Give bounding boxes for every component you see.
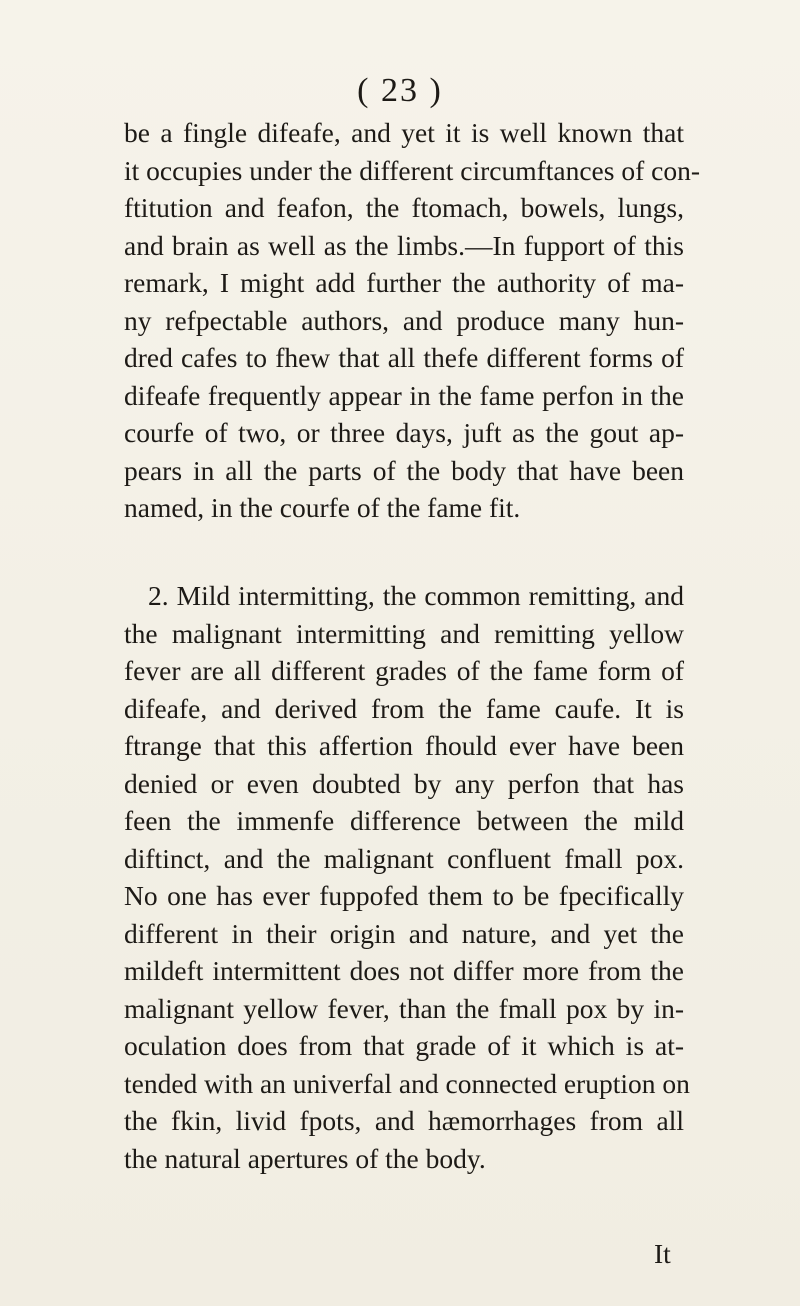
paragraph-1-line: and brain as well as the limbs.—In fupport of this — [124, 229, 684, 261]
paragraph-2-line: malignant yellow fever, than the fmall pox by in- — [124, 992, 684, 1024]
paragraph-2-line: diftinct, and the malignant confluent fmall pox. — [124, 842, 684, 874]
paragraph-2-line: 2. Mild intermitting, the common remitting, and — [148, 580, 684, 611]
paragraph-2-line: denied or even doubted by any perfon that has — [124, 767, 684, 799]
paragraph-1-line: courfe of two, or three days, juft as the gout ap- — [124, 417, 684, 448]
paragraph-2-line: ftrange that this affertion fhould ever have been — [124, 730, 684, 761]
paragraph-2-line: the natural apertures of the body. — [124, 1142, 486, 1174]
paragraph-2-line: No one has ever fuppofed them to be fpecifically — [124, 880, 684, 911]
paragraph-1-line: dred cafes to fhew that all thefe different forms of — [124, 342, 684, 373]
paragraph-2-line: mildeft intermittent does not differ more from the — [124, 955, 684, 986]
paragraph-1-line: named, in the courfe of the fame fit. — [124, 492, 521, 523]
paragraph-1-line: pears in all the parts of the body that have been — [124, 454, 684, 486]
paragraph-2-line: the fkin, livid fpots, and hæmorrhages from all — [124, 1105, 684, 1136]
paragraph-2 — [124, 577, 690, 1177]
paragraph-1-line: difeafe frequently appear in the fame perfon in the — [124, 379, 684, 411]
paragraph-2-line: fever are all different grades of the fame form of — [124, 655, 684, 686]
page-number: ( 23 ) — [357, 72, 443, 109]
paragraph-1-line: ftitution and feafon, the ftomach, bowels, lungs, — [124, 192, 684, 223]
paragraph-1-line: be a fingle difeafe, and yet it is well known that — [124, 117, 684, 148]
paragraph-2-line: feen the immenfe difference between the mild — [124, 805, 684, 836]
paragraph-2-line: oculation does from that grade of it which is at- — [124, 1030, 684, 1061]
paragraph-1-line: it occupies under the different circumftances of con- — [124, 154, 700, 186]
paragraph-1-line: remark, I might add further the authority of ma- — [124, 267, 684, 298]
paragraph-2-line: tended with an univerfal and connected eruption on — [124, 1067, 690, 1099]
paragraph-1-line: ny refpectable authors, and produce many hun- — [124, 304, 684, 336]
catchword: It — [654, 1238, 671, 1269]
paragraph-2-line: different in their origin and nature, and yet the — [124, 917, 684, 949]
paragraph-1 — [124, 114, 700, 527]
paragraph-2-line: difeafe, and derived from the fame caufe. It is — [124, 692, 684, 724]
paragraph-2-line: the malignant intermitting and remitting yellow — [124, 617, 684, 649]
